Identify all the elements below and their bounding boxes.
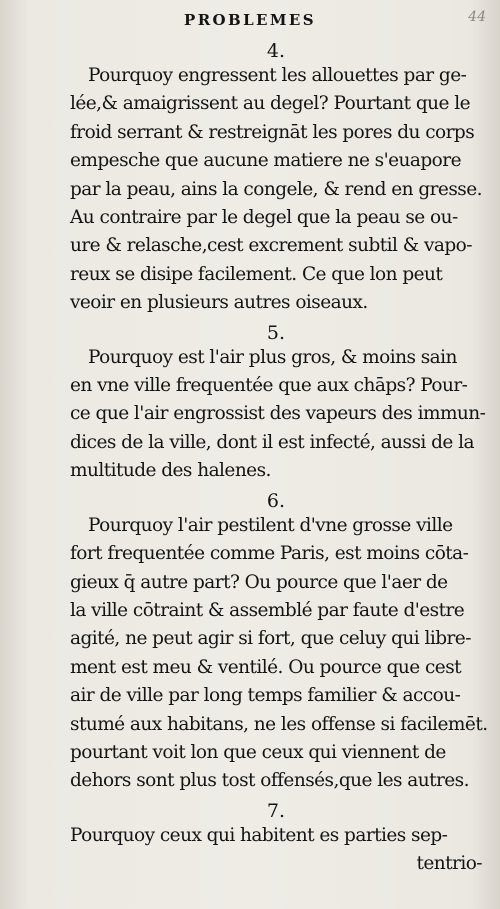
text-line: veoir en plusieurs autres oiseaux.	[70, 292, 368, 314]
page-number: 44	[468, 9, 486, 25]
text-line: Au contraire par le degel que la peau se ou-	[70, 207, 458, 229]
text-line: stumé aux habitans, ne les offense si facilemēt.	[70, 713, 488, 735]
problem-number: 6.	[266, 489, 286, 512]
text-line: par la peau, ains la congele, & rend en gresse.	[70, 178, 482, 200]
text-line: air de ville par long temps familier & accou-	[70, 685, 461, 707]
text-line: en vne ville frequentée que aux chāps? Pour-	[70, 375, 468, 397]
text-line: pourtant voit lon que ceux qui viennent de	[70, 741, 446, 763]
problem-number: 4.	[266, 40, 286, 62]
text-line: froid serrant & restreignāt les pores du corps	[70, 121, 475, 143]
text-line: Pourquoy engressent les allouettes par ge-	[88, 65, 467, 86]
text-line: empesche que aucune matiere ne s'euapore	[70, 150, 461, 172]
text-line: lée,& amaigrissent au degel? Pourtant que le	[70, 93, 470, 115]
text-line: multitude des halenes.	[70, 460, 271, 482]
text-line: la ville cōtraint & assemblé par faute d'estre	[70, 599, 465, 621]
text-line: ment est meu & ventilé. Ou pource que cest	[70, 656, 462, 678]
text-line: Pourquoy ceux qui habitent es parties sep-	[70, 824, 448, 846]
problem-4	[70, 40, 482, 318]
problem-number: 7.	[266, 799, 286, 822]
text-line: Pourquoy est l'air plus gros, & moins sain	[88, 346, 457, 368]
running-title: PROBLEMES	[184, 11, 316, 29]
text-line: gieux q̄ autre part? Ou pource que l'aer de	[70, 571, 448, 593]
problem-number: 5.	[266, 321, 286, 344]
problem-7	[70, 800, 482, 879]
text-line: fort frequentée comme Paris, est moins cōta-	[70, 543, 469, 565]
problem-5	[70, 321, 486, 486]
text-line: dices de la ville, dont il est infecté, aussi de la	[70, 431, 474, 453]
text-line: ure & relasche,cest excrement subtil & vapo-	[70, 235, 472, 257]
text-line: dehors sont plus tost offensés,que les autres.	[70, 770, 469, 792]
text-line: agité, ne peut agir si fort, que celuy qui libre-	[70, 628, 471, 650]
text-line: ce que l'air engrossist des vapeurs des immun-	[70, 403, 486, 425]
problem-6	[70, 489, 488, 796]
text-block	[70, 36, 488, 879]
text-line: Pourquoy l'air pestilent d'vne grosse ville	[88, 514, 453, 536]
text-line: reux se disipe facilement. Ce que lon peut	[70, 263, 443, 285]
text-line: tentrio-	[416, 853, 482, 875]
